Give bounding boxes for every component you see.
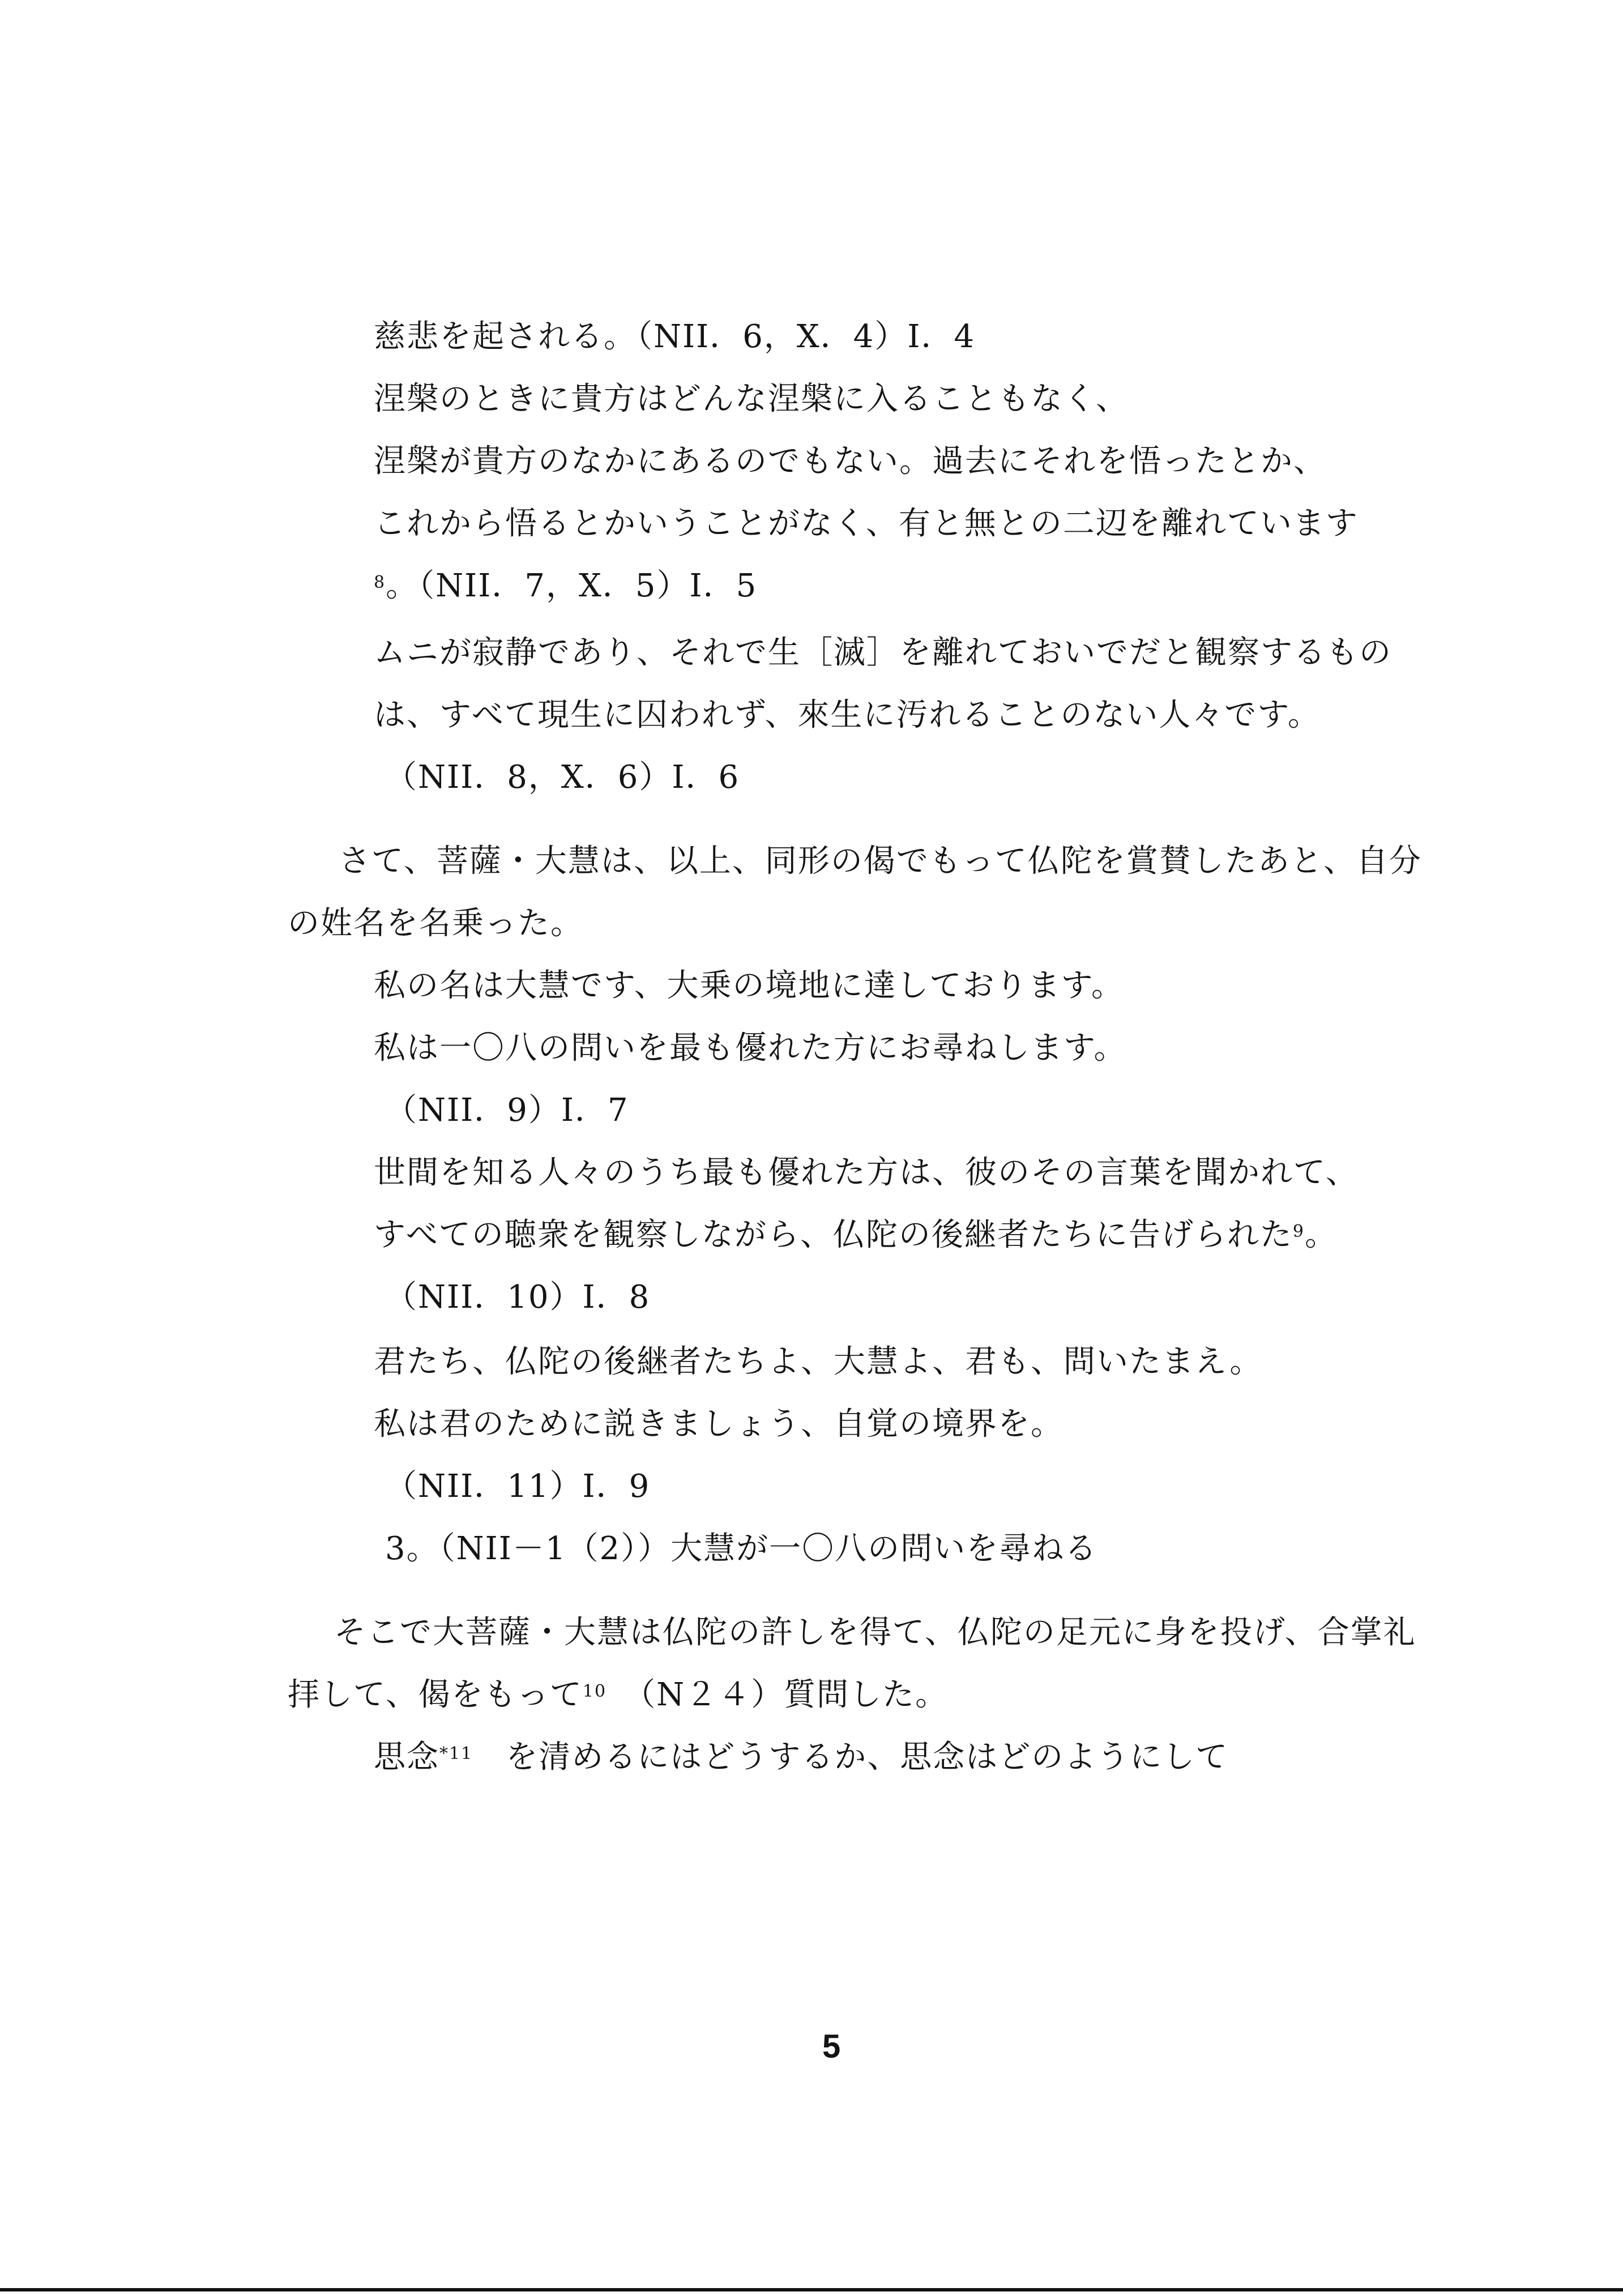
verse-line: [374, 566, 757, 606]
paragraph-line: そこで大菩薩・大慧は仏陀の許しを得て、仏陀の足元に身を投げ、合掌礼: [334, 1614, 1416, 1651]
paragraph-line: の姓名を名乗った。: [288, 905, 583, 942]
verse-reference: （NII．11）I．9: [385, 1468, 651, 1505]
verse-line: 慈悲を起される。（NII．6，X．4）I．4: [374, 318, 976, 355]
footnote-ref: 9: [1292, 1222, 1305, 1241]
verse-text: すべての聴衆を観察しながら、仏陀の後継者たちに告げられた: [374, 1217, 1293, 1253]
paragraph-line: [288, 1675, 948, 1715]
footnote-ref: *11: [439, 1744, 473, 1764]
verse-reference: 。（NII．7，X．5）I．5: [386, 567, 758, 604]
bottom-rule: [0, 2288, 1623, 2291]
verse-line: は、すべて現生に囚われず、來生に汚れることのない人々です。: [374, 697, 1321, 733]
paragraph-text: 拝して、偈をもって: [288, 1676, 583, 1713]
verse-punct: 。: [1304, 1217, 1338, 1253]
paragraph-text: （N２４）質問した。: [607, 1676, 949, 1713]
verse-line: [374, 1738, 1228, 1777]
verse-line: 私は君のために説きましょう、自覚の境界を。: [374, 1406, 1064, 1443]
section-heading: 3。（NII－1（2））大慧が一〇八の問いを尋ねる: [385, 1530, 1098, 1567]
verse-line: 君たち、仏陀の後継者たちよ、大慧よ、君も、問いたまえ。: [374, 1343, 1263, 1380]
verse-line: 涅槃が貴方のなかにあるのでもない。過去にそれを悟ったとか、: [374, 443, 1326, 480]
verse-line: 私は一〇八の問いを最も優れた方にお尋ねします。: [374, 1030, 1127, 1066]
verse-line: ムニが寂静であり、それで生［滅］を離れておいでだと観察するもの: [374, 634, 1392, 671]
footnote-ref: 10: [582, 1682, 607, 1701]
verse-line: これから悟るとかいうことがなく、有と無との二辺を離れています: [374, 505, 1359, 542]
verse-line: 涅槃のときに貴方はどんな涅槃に入ることもなく、: [374, 381, 1129, 417]
verse-text: 思念: [374, 1739, 439, 1776]
verse-reference: （NII．10）I．8: [385, 1279, 651, 1316]
verse-text: を清めるにはどうするか、思念はどのようにして: [473, 1739, 1229, 1776]
verse-line: 私の名は大慧です、大乗の境地に達しております。: [374, 967, 1125, 1004]
verse-line: [374, 1215, 1338, 1255]
verse-line: 世間を知る人々のうち最も優れた方は、彼のその言葉を聞かれて、: [374, 1154, 1359, 1191]
verse-reference: （NII．9）I．7: [385, 1092, 629, 1129]
verse-reference: （NII．8，X．6）I．6: [385, 759, 740, 796]
page-number: 5: [822, 2028, 841, 2065]
footnote-ref: 8: [374, 573, 386, 592]
paragraph-line: さて、菩薩・大慧は、以上、同形の偈でもって仏陀を賞賛したあと、自分: [339, 843, 1422, 880]
